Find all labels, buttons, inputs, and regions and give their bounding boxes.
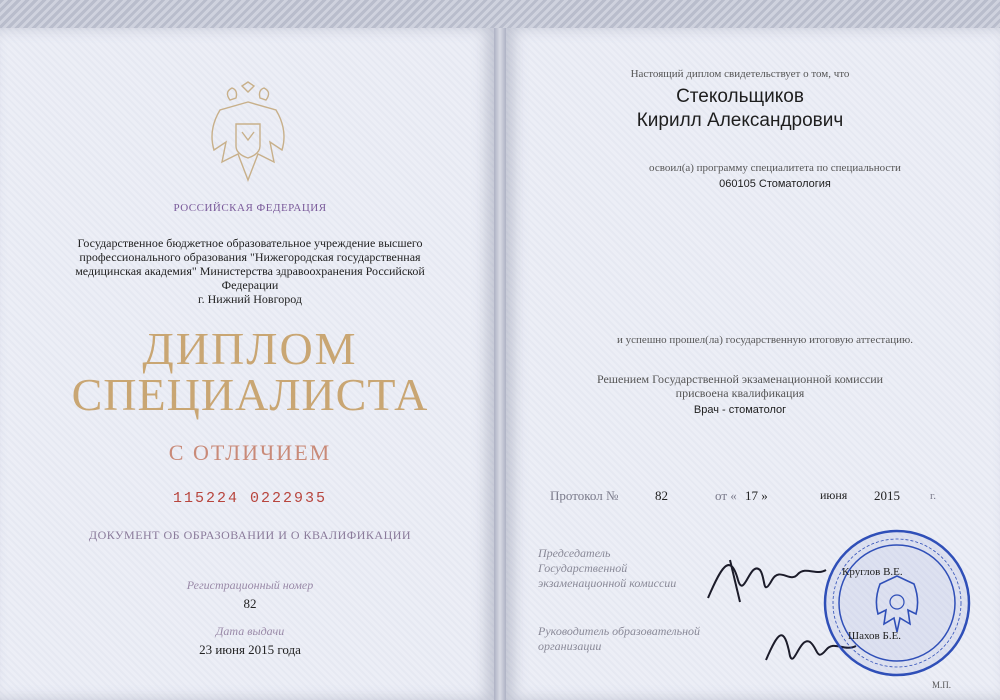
- protocol-number: 82: [655, 488, 668, 503]
- document-type: ДОКУМЕНТ ОБ ОБРАЗОВАНИИ И О КВАЛИФИКАЦИИ: [88, 528, 412, 542]
- protocol-month: июня: [820, 488, 848, 502]
- institution-name: [50, 236, 450, 306]
- official-seal-icon: [822, 528, 972, 678]
- commission-chair-label: [538, 546, 718, 591]
- protocol-label: Протокол №: [550, 488, 619, 503]
- institution-line: Государственное бюджетное образовательное учреждение высшего: [77, 236, 423, 250]
- from-label: от «: [715, 488, 737, 503]
- chair-label-line: Государственной: [538, 561, 628, 575]
- coat-of-arms-icon: [200, 80, 296, 190]
- protocol-day: 17 »: [745, 488, 768, 503]
- registration-label: Регистрационный номер: [186, 578, 314, 592]
- program-text: освоил(а) программу специалитета по специальности: [649, 162, 901, 174]
- chair-label-line: Председатель: [538, 546, 611, 560]
- registration-number: 82: [243, 596, 257, 611]
- serial-number: 115224 0222935: [172, 490, 328, 507]
- graduate-surname: Стекольщиков: [676, 86, 804, 107]
- seal-mark: М.П.: [932, 680, 952, 690]
- commission-decision: [560, 372, 920, 400]
- chair-signature: [700, 540, 830, 610]
- decision-line: Решением Государственной экзаменационной комиссии: [596, 372, 884, 386]
- decision-line: присвоена квалификация: [675, 386, 805, 400]
- protocol-year: 2015: [874, 488, 900, 503]
- specialty: 060105 Стоматология: [719, 178, 831, 190]
- diploma-title: ДИПЛОМ: [142, 323, 358, 374]
- head-label-line: Руководитель образовательной: [538, 624, 701, 638]
- protocol-day-value: 17: [745, 488, 758, 503]
- graduate-name: Кирилл Александрович: [636, 110, 844, 131]
- book-spine: [494, 28, 506, 700]
- issue-date-label: Дата выдачи: [215, 624, 285, 638]
- institution-line: Федерации: [221, 278, 279, 292]
- issue-date: 23 июня 2015 года: [199, 642, 301, 657]
- honors-label: С ОТЛИЧИЕМ: [168, 440, 332, 465]
- organization-head-label: [538, 624, 728, 654]
- chair-name: Круглов В.Е.: [842, 566, 903, 578]
- institution-line: медицинская академия" Министерства здравоохранения Российской: [75, 264, 425, 278]
- country-name: РОССИЙСКАЯ ФЕДЕРАЦИЯ: [173, 202, 327, 214]
- institution-city: г. Нижний Новгород: [198, 292, 302, 306]
- institution-line: профессионального образования "Нижегородская государственная: [79, 250, 421, 264]
- certifies-text: Настоящий диплом свидетельствует о том, что: [630, 68, 850, 80]
- chair-label-line: экзаменационной комиссии: [538, 576, 677, 590]
- head-name: Шахов Б.Е.: [848, 630, 902, 642]
- year-suffix: г.: [930, 490, 937, 502]
- qualification: Врач - стоматолог: [693, 404, 787, 416]
- attestation-text: и успешно прошел(ла) государственную итоговую аттестацию.: [617, 334, 913, 346]
- diploma-subtitle: СПЕЦИАЛИСТА: [71, 369, 429, 420]
- head-label-line: организации: [538, 639, 602, 653]
